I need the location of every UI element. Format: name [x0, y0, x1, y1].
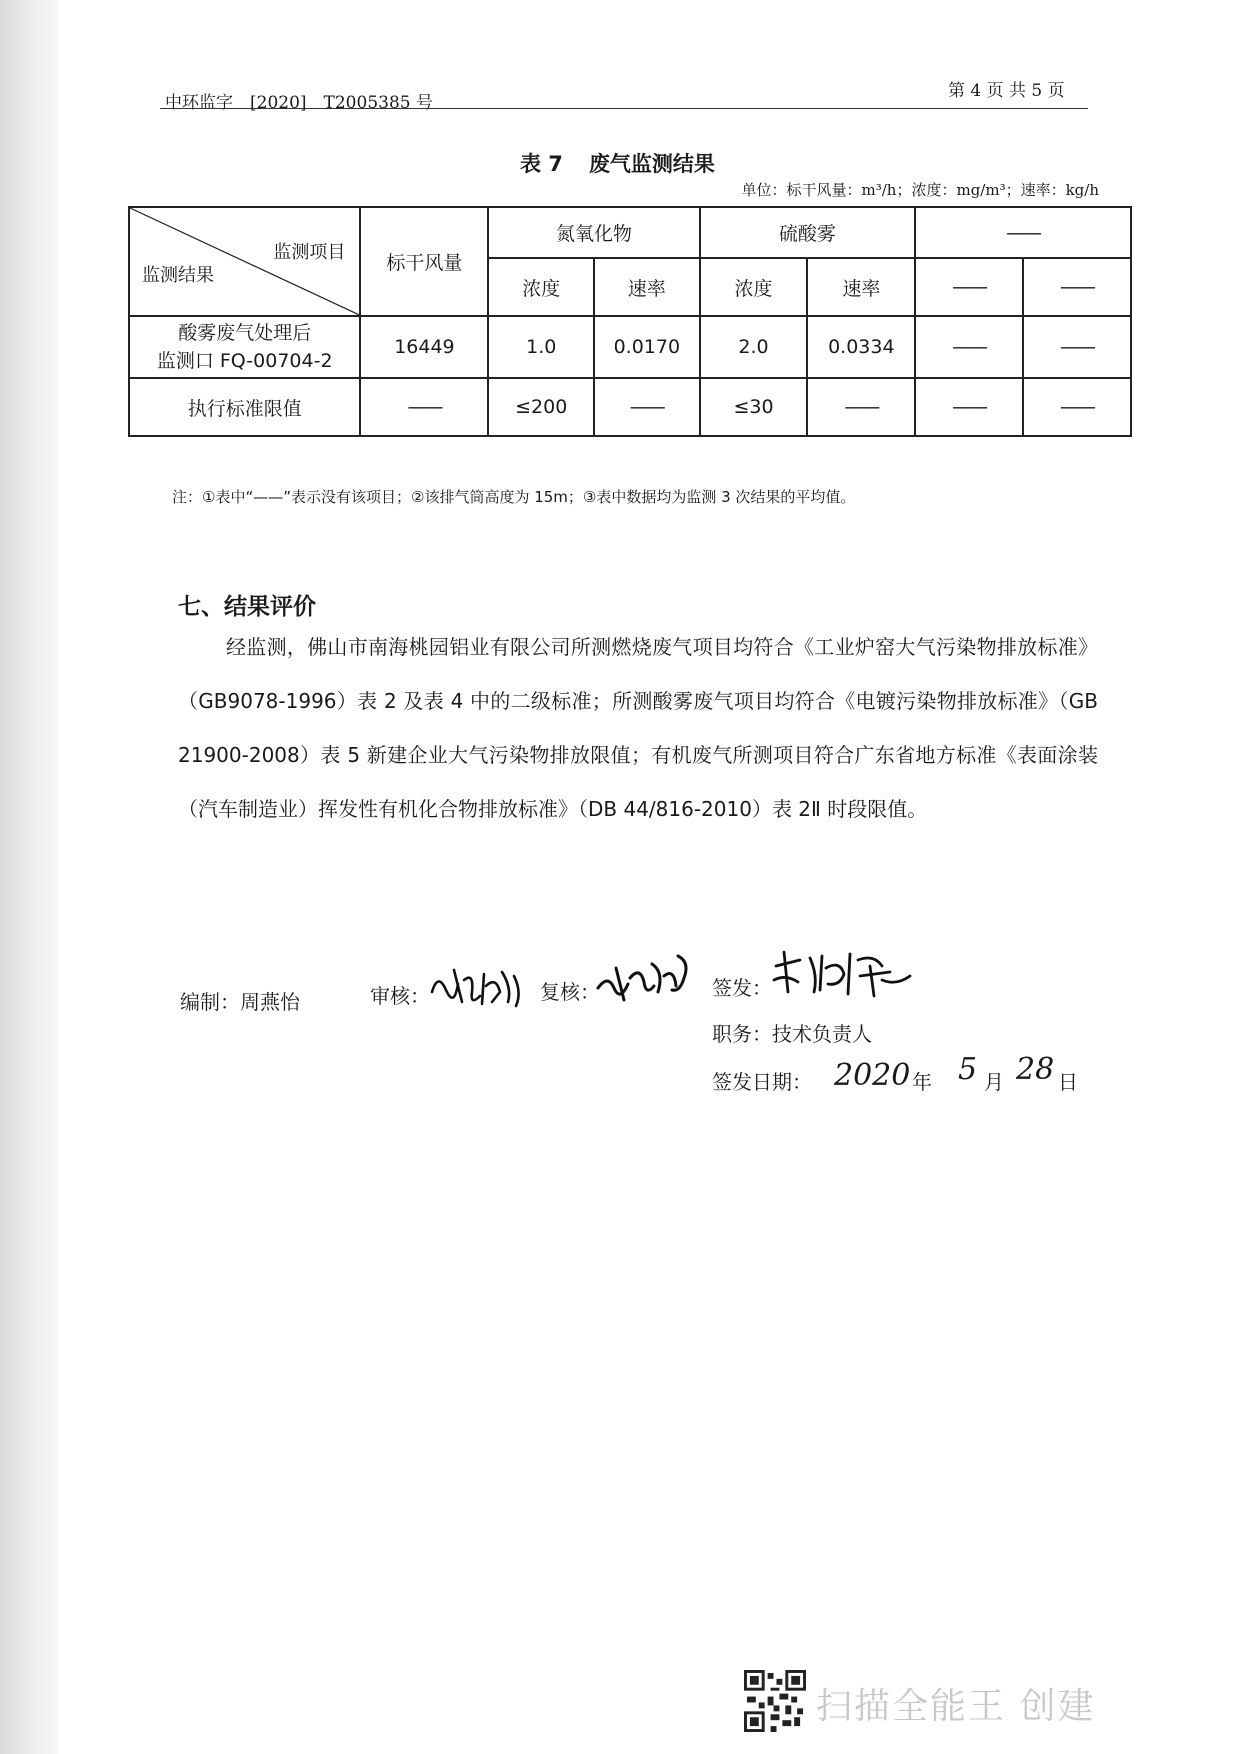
sub-header-rate: 速率	[594, 258, 700, 316]
cell-flow: ——	[360, 378, 488, 436]
cell-blank: ——	[915, 378, 1023, 436]
cell-blank: ——	[1023, 378, 1131, 436]
compiled-by	[180, 986, 300, 1015]
row-label	[129, 316, 360, 378]
cell-nox-conc: ≤200	[488, 378, 594, 436]
table-row	[129, 378, 1131, 436]
sub-header-blank: ——	[915, 258, 1023, 316]
table-row	[129, 316, 1131, 378]
cell-blank: ——	[915, 316, 1023, 378]
cell-nox-rate: 0.0170	[594, 316, 700, 378]
cell-blank: ——	[1023, 316, 1131, 378]
evaluation-paragraph: 经监测，佛山市南海桃园铝业有限公司所测燃烧废气项目均符合《工业炉窑大气污染物排放标准》（GB9078-1996）表 2 及表 4 中的二级标准；所测酸雾废气项目均符合《电镀污染物排放标准》（GB 21900-2008）表 5 新建企业大气污染物排放限值；有机废气所测项目符合广东省地方标准《表面涂装（汽车制造业）挥发性有机化合物排放标准》（DB 44/816-2010）表 2Ⅱ 时段限值。	[178, 635, 1098, 821]
issue-label: 签发：	[712, 976, 772, 1000]
table-title-text: 废气监测结果	[588, 152, 715, 176]
col-header-flow: 标干风量	[360, 207, 488, 316]
sub-header-conc: 浓度	[488, 258, 594, 316]
issuer-signature	[770, 946, 920, 1002]
row-label-line2: 监测口 FQ-00704-2	[156, 350, 333, 372]
compiled-name: 周燕怡	[240, 990, 300, 1014]
table-note: 注：①表中“——”表示没有该项目；②该排气筒高度为 15m；③表中数据均为监测 3 次结果的平均值。	[172, 488, 856, 506]
col-header-acid-mist: 硫酸雾	[700, 207, 916, 258]
year-char: 年	[912, 1070, 932, 1094]
sub-header-blank: ——	[1023, 258, 1131, 316]
position-label: 职务：	[712, 1022, 772, 1046]
day-char: 日	[1058, 1070, 1078, 1094]
table-number: 表 7	[520, 152, 563, 176]
page-indicator: 第 4 页 共 5 页	[948, 81, 1065, 101]
date-year-handwritten: 2020	[834, 1058, 911, 1093]
review-label: 审核：	[370, 984, 430, 1008]
cell-acid-rate: 0.0334	[807, 316, 915, 378]
date-day-handwritten: 28	[1016, 1052, 1055, 1087]
cell-nox-rate: ——	[594, 378, 700, 436]
cell-flow: 16449	[360, 316, 488, 378]
qr-code-icon	[744, 1670, 806, 1732]
scanner-watermark: 扫描全能王 创建	[816, 1686, 1096, 1727]
recheck-label: 复核：	[540, 980, 600, 1004]
diagonal-header-cell	[129, 207, 360, 316]
compiled-label: 编制：	[180, 990, 240, 1014]
row-label-line1: 酸雾废气处理后	[178, 322, 312, 344]
rechecker-signature	[594, 948, 694, 1008]
diag-item-label: 监测项目	[273, 242, 346, 263]
reviewer-signature	[428, 962, 528, 1012]
month-char: 月	[984, 1070, 1004, 1094]
scan-edge-shadow	[0, 0, 58, 1754]
report-number: 中环监字 [2020] T2005385 号	[165, 93, 433, 113]
sub-header-rate: 速率	[807, 258, 915, 316]
cell-acid-conc: ≤30	[700, 378, 808, 436]
header-rule	[160, 108, 1088, 109]
row-label: 执行标准限值	[129, 378, 360, 436]
issue-date-label: 签发日期：	[712, 1070, 812, 1094]
diag-result-label: 监测结果	[142, 265, 214, 286]
date-month-handwritten: 5	[958, 1052, 978, 1087]
sub-header-conc: 浓度	[700, 258, 808, 316]
section-heading: 七、结果评价	[178, 594, 316, 620]
col-header-blank: ——	[915, 207, 1131, 258]
col-header-nox: 氮氧化物	[488, 207, 699, 258]
cell-nox-conc: 1.0	[488, 316, 594, 378]
cell-acid-rate: ——	[807, 378, 915, 436]
table-title	[520, 148, 715, 178]
exhaust-gas-table	[128, 206, 1132, 437]
position	[712, 1018, 872, 1047]
position-value: 技术负责人	[772, 1022, 872, 1046]
unit-line: 单位：标干风量：m³/h；浓度：mg/m³；速率：kg/h	[741, 181, 1099, 199]
cell-acid-conc: 2.0	[700, 316, 808, 378]
